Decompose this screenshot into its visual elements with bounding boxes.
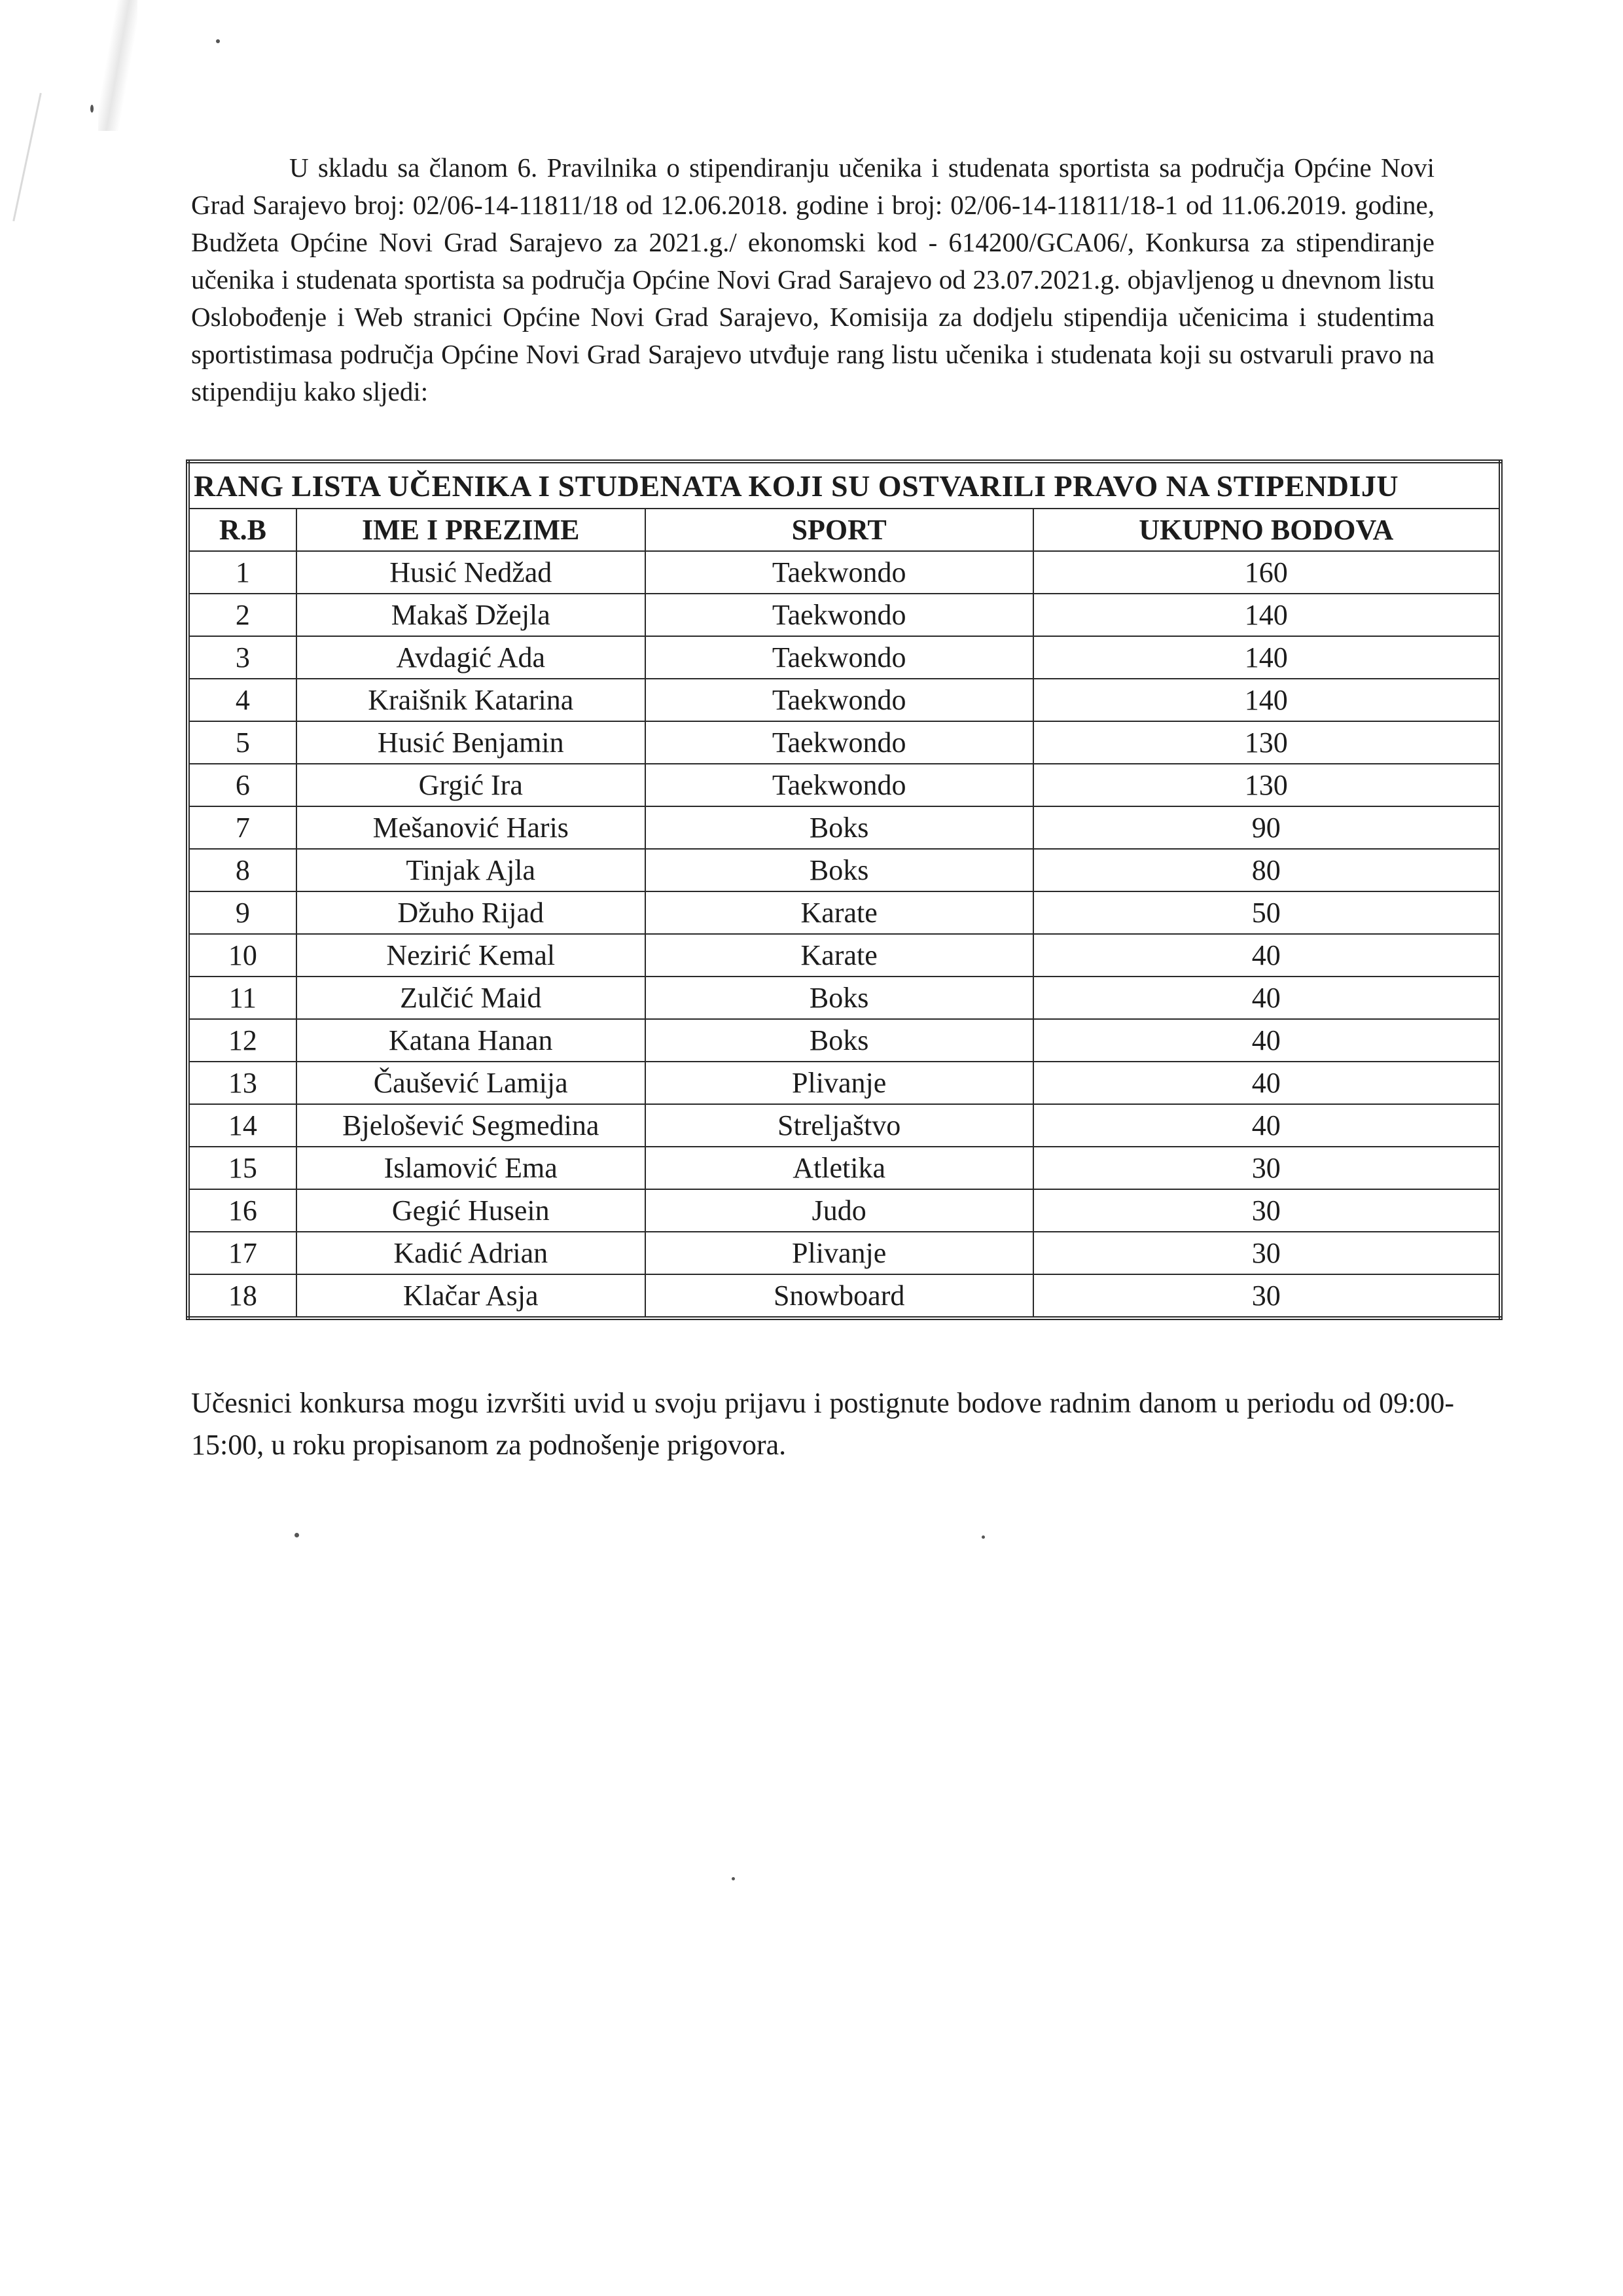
- cell-sport: Plivanje: [645, 1232, 1033, 1274]
- cell-points: 160: [1033, 551, 1501, 594]
- cell-rb: 4: [188, 679, 296, 721]
- cell-name: Klačar Asja: [296, 1274, 645, 1318]
- cell-name: Džuho Rijad: [296, 891, 645, 934]
- cell-rb: 14: [188, 1104, 296, 1147]
- cell-rb: 7: [188, 806, 296, 849]
- cell-points: 30: [1033, 1189, 1501, 1232]
- cell-points: 130: [1033, 721, 1501, 764]
- cell-sport: Taekwondo: [645, 764, 1033, 806]
- header-points: UKUPNO BODOVA: [1033, 509, 1501, 551]
- table-row: [188, 1274, 1501, 1318]
- cell-sport: Taekwondo: [645, 594, 1033, 636]
- table-row: [188, 1189, 1501, 1232]
- cell-rb: 13: [188, 1062, 296, 1104]
- cell-points: 40: [1033, 1104, 1501, 1147]
- intro-paragraph: [191, 149, 1435, 410]
- cell-name: Nezirić Kemal: [296, 934, 645, 977]
- cell-sport: Boks: [645, 806, 1033, 849]
- cell-sport: Boks: [645, 977, 1033, 1019]
- cell-rb: 5: [188, 721, 296, 764]
- cell-rb: 15: [188, 1147, 296, 1189]
- cell-name: Bjelošević Segmedina: [296, 1104, 645, 1147]
- table-row: [188, 1062, 1501, 1104]
- table-row: [188, 849, 1501, 891]
- scan-speck: [294, 1533, 299, 1537]
- table-row: [188, 594, 1501, 636]
- cell-rb: 8: [188, 849, 296, 891]
- table-row: [188, 636, 1501, 679]
- table-row: [188, 679, 1501, 721]
- cell-points: 90: [1033, 806, 1501, 849]
- cell-name: Islamović Ema: [296, 1147, 645, 1189]
- table-row: [188, 1147, 1501, 1189]
- cell-rb: 9: [188, 891, 296, 934]
- cell-points: 140: [1033, 594, 1501, 636]
- intro-text: U skladu sa članom 6. Pravilnika o stipendiranju učenika i studenata sportista sa područja Općine Novi Grad Sarajevo broj: 02/06-14-11811/18 od 12.06.2018. godine i broj: 02/06-14-11811/18-1 od 11.06.2019. godine, Budžeta Općine Novi Grad Sarajevo za 2021.g./ ekonomski kod - 614200/GCA06/, Konkursa za stipendiranje učenika i studenata sportista sa područja Općine Novi Grad Sarajevo od 23.07.2021.g. objavljenog u dnevnom listu Oslobođenje i Web stranici Općine Novi Grad Sarajevo, Komisija za dodjelu stipendija učenicima i studentima sportistimasa područja Općine Novi Grad Sarajevo utvđuje rang listu učenika i studenata koji su ostvaruli pravo na stipendiju kako sljedi:: [191, 152, 1435, 406]
- table-row: [188, 1104, 1501, 1147]
- cell-rb: 1: [188, 551, 296, 594]
- cell-points: 40: [1033, 1019, 1501, 1062]
- scan-artifact: [98, 0, 137, 131]
- cell-rb: 16: [188, 1189, 296, 1232]
- footer-note: Učesnici konkursa mogu izvršiti uvid u svoju prijavu i postignute bodove radnim danom u periodu od 09:00-15:00, u roku propisanom za podnošenje prigovora.: [191, 1387, 1454, 1461]
- header-sport: SPORT: [645, 509, 1033, 551]
- cell-rb: 2: [188, 594, 296, 636]
- cell-sport: Boks: [645, 1019, 1033, 1062]
- cell-points: 140: [1033, 636, 1501, 679]
- cell-sport: Streljaštvo: [645, 1104, 1033, 1147]
- table-row: [188, 764, 1501, 806]
- cell-name: Katana Hanan: [296, 1019, 645, 1062]
- table-row: [188, 1019, 1501, 1062]
- cell-points: 30: [1033, 1147, 1501, 1189]
- header-name: IME I PREZIME: [296, 509, 645, 551]
- scan-speck: [732, 1877, 735, 1880]
- cell-points: 130: [1033, 764, 1501, 806]
- cell-points: 40: [1033, 1062, 1501, 1104]
- cell-name: Avdagić Ada: [296, 636, 645, 679]
- cell-rb: 11: [188, 977, 296, 1019]
- cell-rb: 10: [188, 934, 296, 977]
- cell-name: Zulčić Maid: [296, 977, 645, 1019]
- cell-sport: Judo: [645, 1189, 1033, 1232]
- table-row: [188, 1232, 1501, 1274]
- header-rb: R.B: [188, 509, 296, 551]
- cell-sport: Boks: [645, 849, 1033, 891]
- table-row: [188, 806, 1501, 849]
- table-row: [188, 721, 1501, 764]
- cell-points: 50: [1033, 891, 1501, 934]
- cell-name: Husić Benjamin: [296, 721, 645, 764]
- cell-points: 40: [1033, 934, 1501, 977]
- cell-sport: Karate: [645, 891, 1033, 934]
- cell-rb: 18: [188, 1274, 296, 1318]
- cell-name: Mešanović Haris: [296, 806, 645, 849]
- cell-points: 30: [1033, 1274, 1501, 1318]
- scan-artifact: [12, 93, 42, 221]
- cell-sport: Taekwondo: [645, 679, 1033, 721]
- ranking-table: [186, 459, 1503, 1320]
- cell-sport: Taekwondo: [645, 636, 1033, 679]
- cell-sport: Taekwondo: [645, 721, 1033, 764]
- scan-speck: [982, 1535, 985, 1539]
- cell-name: Tinjak Ajla: [296, 849, 645, 891]
- table-row: [188, 891, 1501, 934]
- table-row: [188, 977, 1501, 1019]
- cell-rb: 12: [188, 1019, 296, 1062]
- cell-sport: Karate: [645, 934, 1033, 977]
- cell-points: 30: [1033, 1232, 1501, 1274]
- cell-name: Kadić Adrian: [296, 1232, 645, 1274]
- table-header-row: [188, 509, 1501, 551]
- cell-name: Makaš Džejla: [296, 594, 645, 636]
- table-title: RANG LISTA UČENIKA I STUDENATA KOJI SU OSTVARILI PRAVO NA STIPENDIJU: [188, 461, 1501, 509]
- cell-sport: Atletika: [645, 1147, 1033, 1189]
- cell-name: Čaušević Lamija: [296, 1062, 645, 1104]
- cell-sport: Snowboard: [645, 1274, 1033, 1318]
- cell-points: 80: [1033, 849, 1501, 891]
- scan-speck: [90, 105, 94, 113]
- cell-points: 40: [1033, 977, 1501, 1019]
- cell-name: Grgić Ira: [296, 764, 645, 806]
- table-row: [188, 551, 1501, 594]
- cell-name: Husić Nedžad: [296, 551, 645, 594]
- cell-rb: 17: [188, 1232, 296, 1274]
- cell-name: Gegić Husein: [296, 1189, 645, 1232]
- cell-rb: 6: [188, 764, 296, 806]
- cell-name: Kraišnik Katarina: [296, 679, 645, 721]
- cell-sport: Plivanje: [645, 1062, 1033, 1104]
- scan-speck: [216, 39, 220, 43]
- cell-sport: Taekwondo: [645, 551, 1033, 594]
- cell-points: 140: [1033, 679, 1501, 721]
- table-row: [188, 934, 1501, 977]
- cell-rb: 3: [188, 636, 296, 679]
